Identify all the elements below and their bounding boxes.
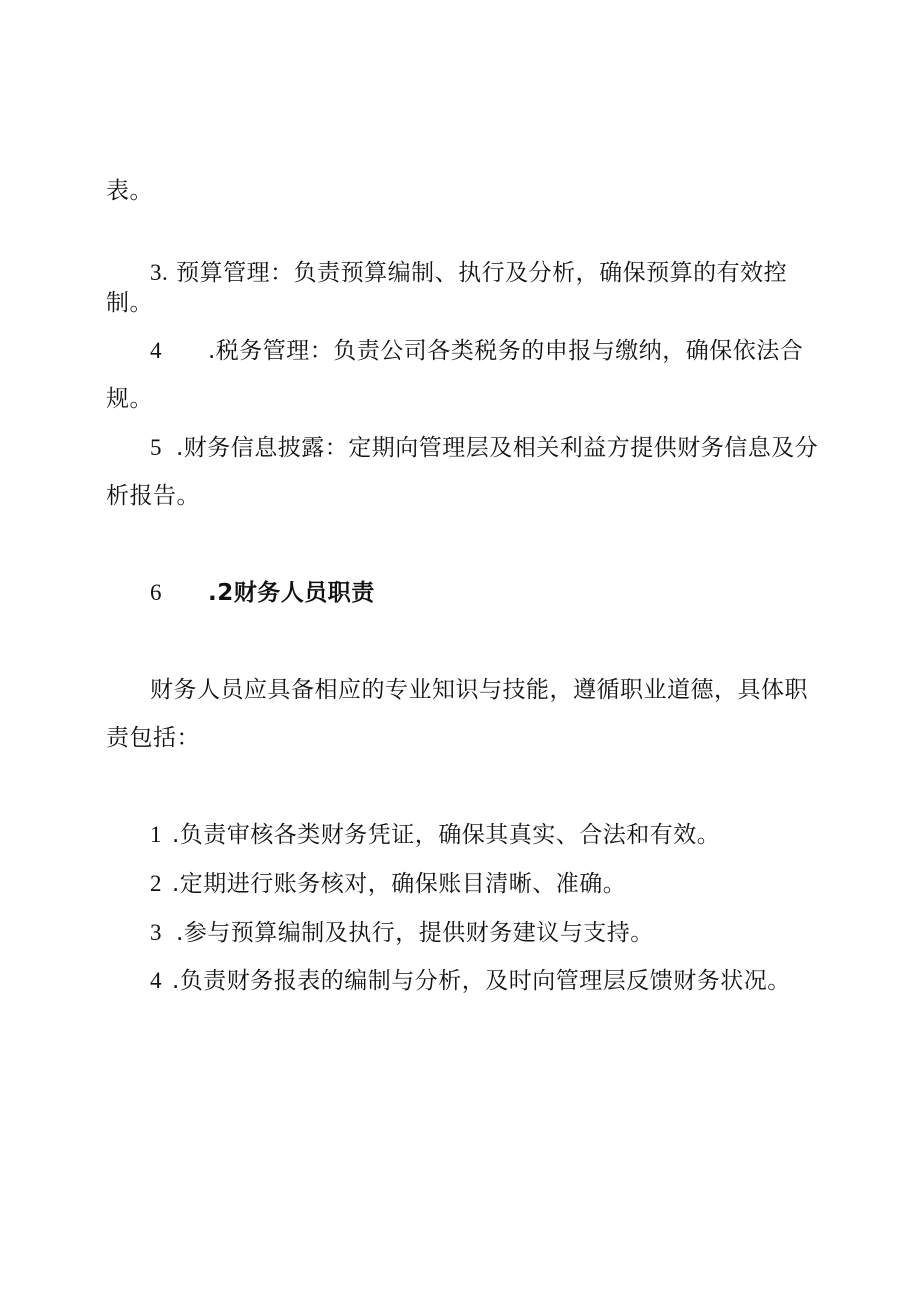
intro-text: 财务人员应具备相应的专业知识与技能，遵循职业道德，具体职 [150, 677, 808, 703]
list-item-tax-management [150, 336, 803, 366]
item-text: .负责审核各类财务凭证，确保其真实、合法和有效。 [172, 822, 721, 848]
list-item-budget-management [150, 258, 787, 288]
item-text: .财务信息披露：定期向管理层及相关利益方提供财务信息及分 [176, 435, 819, 461]
duty-item-3 [150, 918, 654, 948]
section-title: .2财务人员职责 [208, 580, 375, 606]
text-line: 表。 [106, 178, 153, 204]
duty-item-2 [150, 869, 626, 899]
item-number: 3. [150, 260, 169, 285]
item-text: .参与预算编制及执行，提供财务建议与支持。 [176, 920, 654, 946]
duty-item-1 [150, 820, 720, 850]
item-number: 4 [150, 338, 162, 363]
duty-item-4 [150, 966, 791, 996]
item-text: .负责财务报表的编制与分析，及时向管理层反馈财务状况。 [172, 968, 791, 994]
item-number: 2 [150, 871, 162, 896]
item-text-cont: 规。 [106, 386, 153, 412]
section-heading [150, 578, 375, 608]
intro-paragraph [150, 675, 808, 705]
item-text: 预算管理：负责预算编制、执行及分析，确保预算的有效控 [176, 260, 788, 286]
list-item-financial-disclosure-cont [106, 481, 200, 511]
item-number: 4 [150, 968, 162, 993]
intro-text-cont: 责包括： [106, 725, 200, 751]
list-item-budget-management-cont [106, 288, 153, 318]
item-text: .定期进行账务核对，确保账目清晰、准确。 [172, 871, 627, 897]
item-number: 5 [150, 435, 162, 460]
list-item-financial-disclosure [150, 433, 818, 463]
item-number: 1 [150, 822, 162, 847]
item-text: .税务管理：负责公司各类税务的申报与缴纳，确保依法合 [208, 338, 804, 364]
intro-paragraph-cont [106, 723, 200, 753]
list-item-tax-management-cont [106, 384, 153, 414]
section-number: 6 [150, 580, 162, 605]
item-text-cont: 析报告。 [106, 483, 200, 509]
item-number: 3 [150, 920, 162, 945]
paragraph-continuation [106, 176, 153, 206]
item-text-cont: 制。 [106, 290, 153, 316]
